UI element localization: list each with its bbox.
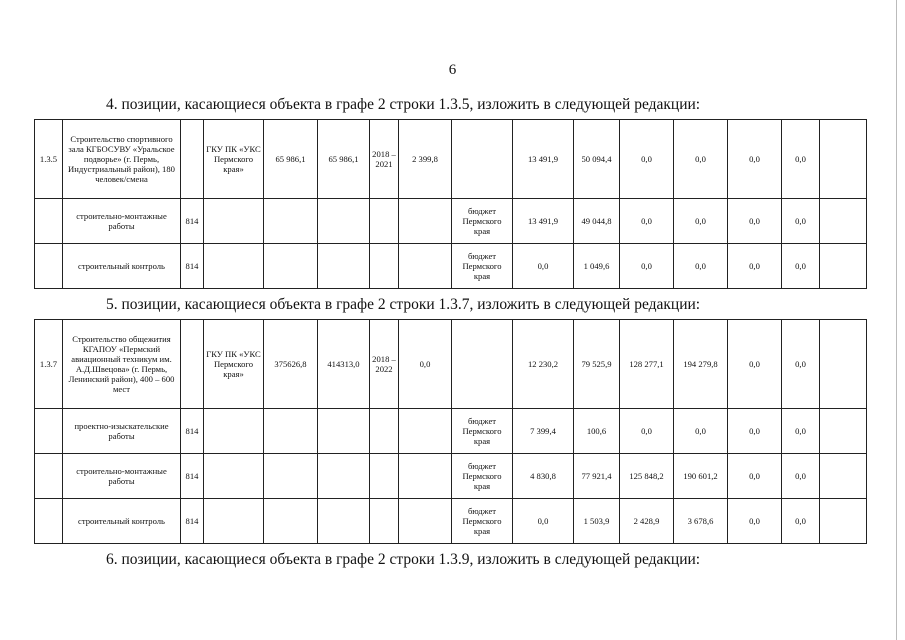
empty-cell <box>318 499 370 544</box>
empty-cell <box>35 409 63 454</box>
value-cell: 79 525,9 <box>574 320 620 409</box>
source-cell <box>452 320 513 409</box>
empty-cell <box>204 199 264 244</box>
value-cell: 0,0 <box>782 244 820 289</box>
sub-code: 814 <box>181 244 204 289</box>
table-object-1-3-7 <box>34 319 867 544</box>
value-cell: 3 678,6 <box>674 499 728 544</box>
sub-name: строительно-монтажные работы <box>63 454 181 499</box>
value-cell: 12 230,2 <box>513 320 574 409</box>
sub-name: строительный контроль <box>63 244 181 289</box>
object-name: Строительство общежития КГАПОУ «Пермский авиационный техникум им. А.Д.Швецова» (г. Пермь, Ленинский район), 400 – 600 мест <box>63 320 181 409</box>
value-cell: 0,0 <box>728 320 782 409</box>
value-cell: 0,0 <box>728 244 782 289</box>
source-cell <box>452 120 513 199</box>
value-cell: 13 491,9 <box>513 199 574 244</box>
empty-cell <box>181 120 204 199</box>
value-cell: 0,0 <box>782 320 820 409</box>
value-cell: 0,0 <box>513 244 574 289</box>
empty-cell <box>264 409 318 454</box>
empty-cell <box>399 499 452 544</box>
object-name: Строительство спортивного зала КГБОСУВУ «Уральское подворье» (г. Пермь, Индустриальный район), 180 человек/смена <box>63 120 181 199</box>
empty-cell <box>318 409 370 454</box>
source-cell: бюджет Пермского края <box>452 409 513 454</box>
table-row <box>35 320 867 409</box>
value-cell: 0,0 <box>728 499 782 544</box>
value-cell: 77 921,4 <box>574 454 620 499</box>
value-cell: 0,0 <box>674 409 728 454</box>
table-row <box>35 199 867 244</box>
empty-cell <box>264 244 318 289</box>
value-cell: 0,0 <box>728 454 782 499</box>
value-cell: 1 503,9 <box>574 499 620 544</box>
empty-cell <box>318 199 370 244</box>
value-cell: 7 399,4 <box>513 409 574 454</box>
customer-cell: ГКУ ПК «УКС Пермского края» <box>204 120 264 199</box>
sub-code: 814 <box>181 499 204 544</box>
prev-funding: 2 399,8 <box>399 120 452 199</box>
value-cell: 194 279,8 <box>674 320 728 409</box>
table-object-1-3-5 <box>34 119 867 289</box>
value-cell: 0,0 <box>782 199 820 244</box>
value-cell: 190 601,2 <box>674 454 728 499</box>
empty-cell <box>370 199 399 244</box>
value-cell: 0,0 <box>620 409 674 454</box>
empty-cell <box>204 454 264 499</box>
empty-cell <box>399 409 452 454</box>
value-cell: 0,0 <box>728 409 782 454</box>
years-cell: 2018 – 2021 <box>370 120 399 199</box>
empty-cell <box>370 454 399 499</box>
value-cell: 0,0 <box>782 499 820 544</box>
empty-cell <box>204 499 264 544</box>
value-cell: 0,0 <box>513 499 574 544</box>
empty-cell <box>820 199 867 244</box>
empty-cell <box>264 454 318 499</box>
value-cell: 128 277,1 <box>620 320 674 409</box>
empty-cell <box>820 320 867 409</box>
empty-cell <box>264 199 318 244</box>
section-6-heading: 6. позиции, касающиеся объекта в графе 2 строки 1.3.9, изложить в следующей редакции: <box>106 551 701 568</box>
value-cell: 0,0 <box>620 244 674 289</box>
customer-cell: ГКУ ПК «УКС Пермского края» <box>204 320 264 409</box>
sub-name: строительный контроль <box>63 499 181 544</box>
value-cell: 0,0 <box>620 120 674 199</box>
empty-cell <box>399 454 452 499</box>
empty-cell <box>264 499 318 544</box>
prev-funding: 0,0 <box>399 320 452 409</box>
value-cell: 4 830,8 <box>513 454 574 499</box>
table-row <box>35 499 867 544</box>
empty-cell <box>370 409 399 454</box>
value-cell: 13 491,9 <box>513 120 574 199</box>
sub-code: 814 <box>181 409 204 454</box>
value-cell: 0,0 <box>620 199 674 244</box>
cost-total: 375626,8 <box>264 320 318 409</box>
empty-cell <box>35 454 63 499</box>
empty-cell <box>318 454 370 499</box>
empty-cell <box>820 120 867 199</box>
table-row <box>35 454 867 499</box>
sub-code: 814 <box>181 454 204 499</box>
empty-cell <box>370 244 399 289</box>
value-cell: 49 044,8 <box>574 199 620 244</box>
source-cell: бюджет Пермского края <box>452 199 513 244</box>
value-cell: 50 094,4 <box>574 120 620 199</box>
value-cell: 100,6 <box>574 409 620 454</box>
value-cell: 1 049,6 <box>574 244 620 289</box>
years-cell: 2018 – 2022 <box>370 320 399 409</box>
empty-cell <box>820 244 867 289</box>
value-cell: 0,0 <box>728 120 782 199</box>
row-code: 1.3.7 <box>35 320 63 409</box>
section-4-heading: 4. позиции, касающиеся объекта в графе 2 строки 1.3.5, изложить в следующей редакции: <box>106 96 701 113</box>
source-cell: бюджет Пермского края <box>452 244 513 289</box>
empty-cell <box>318 244 370 289</box>
empty-cell <box>181 320 204 409</box>
empty-cell <box>35 499 63 544</box>
table-row <box>35 409 867 454</box>
table-row <box>35 120 867 199</box>
page-number: 6 <box>448 62 457 78</box>
empty-cell <box>35 199 63 244</box>
value-cell: 0,0 <box>674 244 728 289</box>
empty-cell <box>820 454 867 499</box>
sub-name: строительно-монтажные работы <box>63 199 181 244</box>
empty-cell <box>399 244 452 289</box>
empty-cell <box>204 409 264 454</box>
cost-estimate: 65 986,1 <box>318 120 370 199</box>
table-row <box>35 244 867 289</box>
value-cell: 0,0 <box>674 199 728 244</box>
sub-name: проектно-изыскательские работы <box>63 409 181 454</box>
empty-cell <box>820 499 867 544</box>
source-cell: бюджет Пермского края <box>452 454 513 499</box>
value-cell: 2 428,9 <box>620 499 674 544</box>
cost-estimate: 414313,0 <box>318 320 370 409</box>
source-cell: бюджет Пермского края <box>452 499 513 544</box>
value-cell: 0,0 <box>728 199 782 244</box>
value-cell: 0,0 <box>782 409 820 454</box>
value-cell: 0,0 <box>782 120 820 199</box>
empty-cell <box>204 244 264 289</box>
cost-total: 65 986,1 <box>264 120 318 199</box>
value-cell: 125 848,2 <box>620 454 674 499</box>
sub-code: 814 <box>181 199 204 244</box>
scan-edge-line <box>896 0 897 640</box>
row-code: 1.3.5 <box>35 120 63 199</box>
empty-cell <box>370 499 399 544</box>
value-cell: 0,0 <box>782 454 820 499</box>
empty-cell <box>820 409 867 454</box>
section-5-heading: 5. позиции, касающиеся объекта в графе 2 строки 1.3.7, изложить в следующей редакции: <box>106 296 701 313</box>
value-cell: 0,0 <box>674 120 728 199</box>
empty-cell <box>35 244 63 289</box>
empty-cell <box>399 199 452 244</box>
